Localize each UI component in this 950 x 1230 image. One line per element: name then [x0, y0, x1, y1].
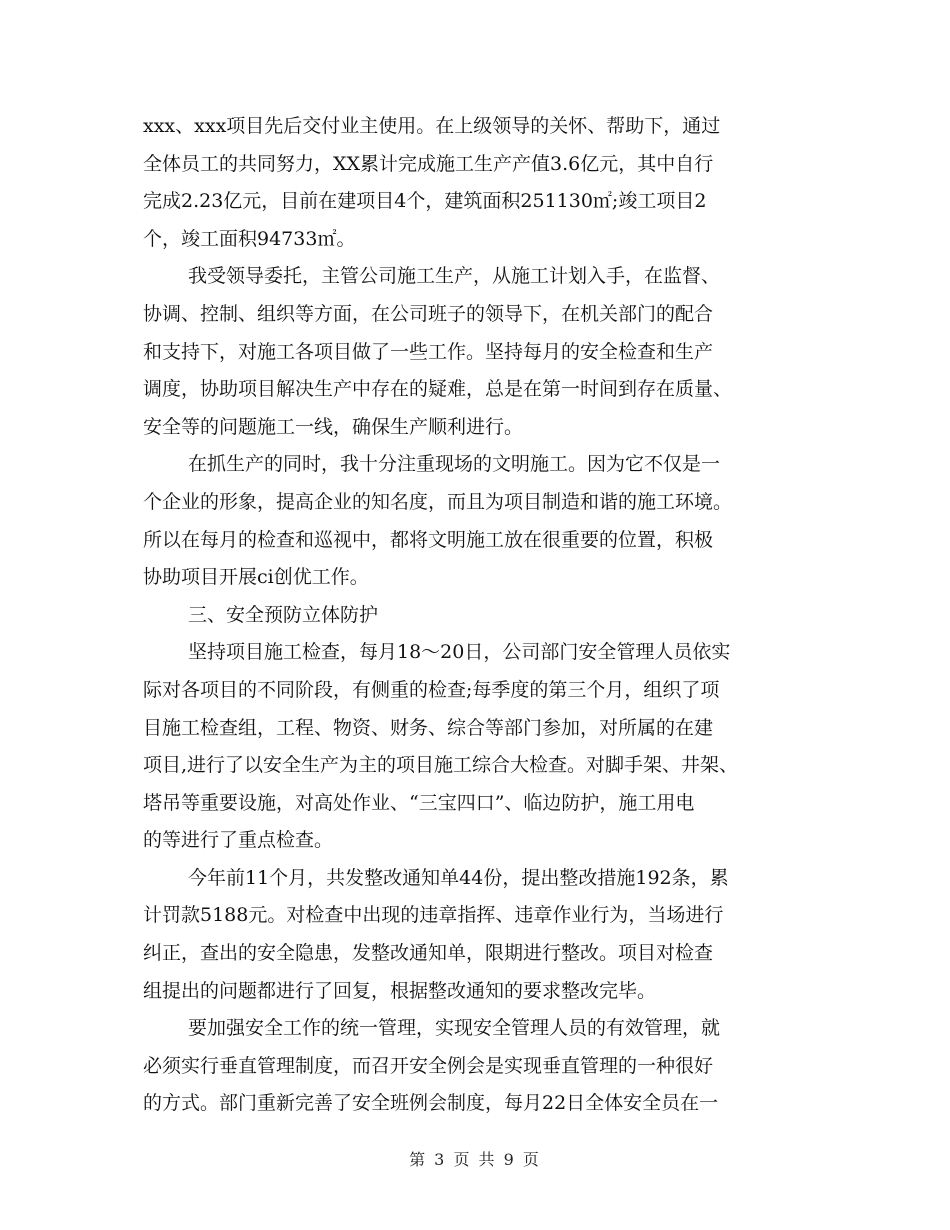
text-line: 计罚款5188元。对检查中出现的违章指挥、违章作业行为，当场进行	[143, 904, 724, 927]
text-line: 目施工检查组，工程、物资、财务、综合等部门参加，对所属的在建	[143, 716, 714, 739]
text-line: 坚持项目施工检查，每月18～20日，公司部门安全管理人员依实	[188, 641, 731, 664]
text-line: 塔吊等重要设施，对高处作业、“三宝四口”、临边防护，施工用电	[143, 791, 695, 814]
page-footer: 第 3 页 共 9 页	[409, 1150, 541, 1169]
document-body	[143, 108, 833, 1123]
text-line: 三、安全预防立体防护	[188, 603, 379, 626]
text-line: 际对各项目的不同阶段，有侧重的检查;每季度的第三个月，组织了项	[143, 678, 720, 701]
text-line: 个，竣工面积94733㎡。	[143, 227, 356, 250]
text-line: 全体员工的共同努力，XX累计完成施工生产产值3.6亿元，其中自行	[143, 152, 714, 175]
text-line: 必须实行垂直管理制度，而召开安全例会是实现垂直管理的一种很好	[143, 1054, 714, 1077]
text-line: 协调、控制、组织等方面，在公司班子的领导下，在机关部门的配合	[143, 302, 714, 325]
text-line: 今年前11个月，共发整改通知单44份，提出整改措施192条，累	[188, 866, 729, 889]
text-line: 的等进行了重点检查。	[143, 829, 334, 852]
text-line: 项目,进行了以安全生产为主的项目施工综合大检查。对脚手架、井架、	[143, 754, 739, 777]
text-line: 的方式。部门重新完善了安全班例会制度，每月22日全体安全员在一	[143, 1092, 719, 1115]
text-line: 协助项目开展ci创优工作。	[143, 566, 369, 589]
text-line: 我受领导委托，主管公司施工生产，从施工计划入手，在监督、	[188, 265, 721, 288]
text-line: 在抓生产的同时，我十分注重现场的文明施工。因为它不仅是一	[188, 453, 721, 476]
text-line: 和支持下，对施工各项目做了一些工作。坚持每月的安全检查和生产	[143, 340, 714, 363]
text-line: 组提出的问题都进行了回复，根据整改通知的要求整改完毕。	[143, 979, 657, 1002]
text-line: xxx、xxx项目先后交付业主使用。在上级领导的关怀、帮助下，通过	[143, 115, 721, 137]
text-line: 纠正，查出的安全隐患，发整改通知单，限期进行整改。项目对检查	[143, 942, 714, 965]
text-line: 调度，协助项目解决生产中存在的疑难，总是在第一时间到存在质量、	[143, 378, 733, 401]
text-line: 所以在每月的检查和巡视中，都将文明施工放在很重要的位置，积极	[143, 528, 714, 551]
text-line: 安全等的问题施工一线，确保生产顺利进行。	[143, 415, 524, 438]
text-line: 要加强安全工作的统一管理，实现安全管理人员的有效管理，就	[188, 1017, 721, 1040]
text-line: 个企业的形象，提高企业的知名度，而且为项目制造和谐的施工环境。	[143, 490, 733, 513]
text-line: 完成2.23亿元，目前在建项目4个，建筑面积251130㎡;竣工项目2	[143, 190, 707, 213]
